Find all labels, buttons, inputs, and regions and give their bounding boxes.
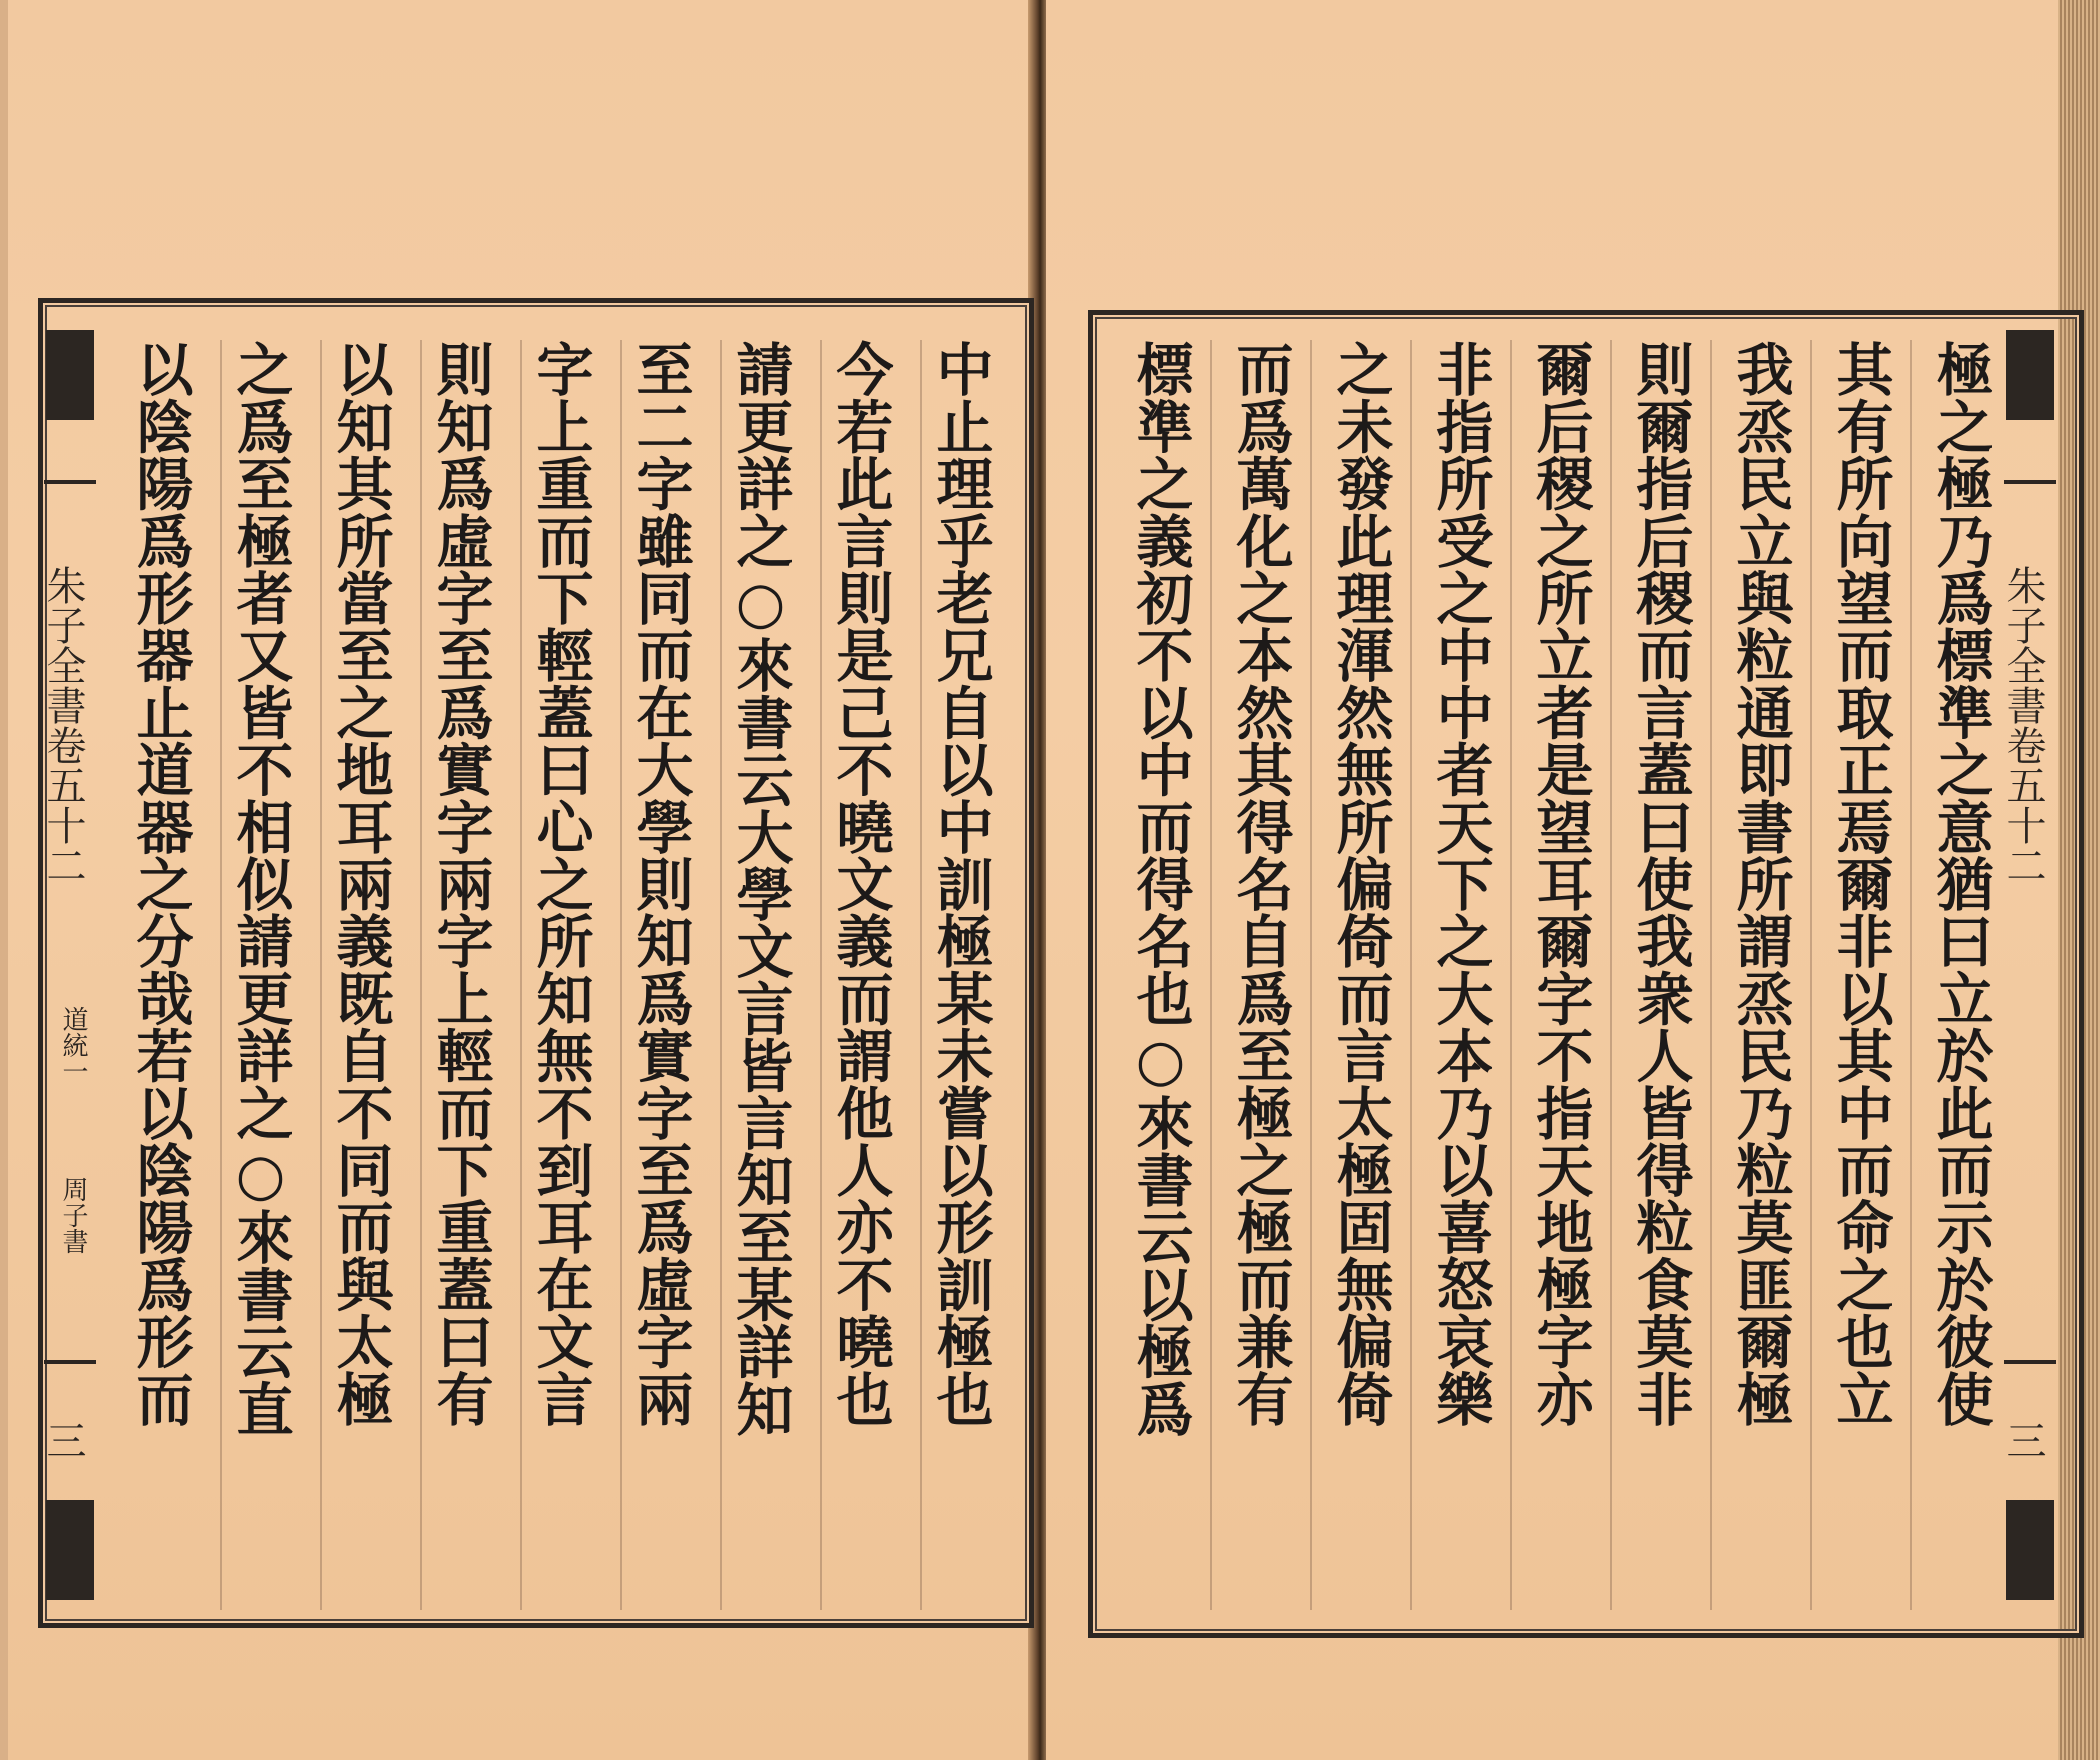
margin-title: 朱子全書卷五十二 [40, 565, 86, 885]
margin-section: 道統一 [58, 1006, 88, 1084]
column-rule [620, 340, 622, 1610]
text-column: 之爲至極者又皆不相似請更詳之○來書云直 [227, 340, 294, 1437]
banxin-black-mouth-lower [46, 1500, 94, 1600]
column-rule [920, 340, 922, 1610]
column-rule [1910, 340, 1912, 1610]
text-column: 極之極乃爲標準之意猶曰立於此而示於彼使 [1927, 340, 1994, 1427]
column-rule [1510, 340, 1512, 1610]
text-column: 以知其所當至之地耳兩義既自不同而與太極 [327, 340, 394, 1427]
margin-title-right: 朱子全書卷五十二 [2000, 565, 2046, 885]
text-column: 之未發此理渾然無所偏倚而言太極固無偏倚 [1327, 340, 1394, 1427]
column-rule [520, 340, 522, 1610]
fish-tail-mark-lower [44, 1360, 96, 1364]
left-text-block [120, 340, 1010, 1610]
left-page-edge [0, 0, 8, 1760]
text-column: 請更詳之○來書云大學文言皆言知至某詳知 [727, 340, 794, 1437]
text-column: 而爲萬化之本然其得名自爲至極之極而兼有 [1227, 340, 1294, 1427]
column-rule [1410, 340, 1412, 1610]
text-column: 今若此言則是己不曉文義而謂他人亦不曉也 [827, 340, 894, 1427]
column-rule [320, 340, 322, 1610]
text-column: 我烝民立與粒通即書所謂烝民乃粒莫匪爾極 [1727, 340, 1794, 1427]
column-rule [1710, 340, 1712, 1610]
banxin-black-mouth [46, 330, 94, 420]
fish-tail-mark [44, 480, 96, 484]
column-rule [220, 340, 222, 1610]
right-page-number: 三 [2000, 1420, 2046, 1460]
text-column: 其有所向望而取正焉爾非以其中而命之也立 [1827, 340, 1894, 1427]
left-page-number: 三 [40, 1420, 86, 1460]
text-column: 爾后稷之所立者是望耳爾字不指天地極字亦 [1527, 340, 1594, 1427]
column-rule [720, 340, 722, 1610]
text-column: 字上重而下輕蓋曰心之所知無不到耳在文言 [527, 340, 594, 1427]
column-rule [1310, 340, 1312, 1610]
column-rule [1210, 340, 1212, 1610]
text-column: 以陰陽爲形器止道器之分哉若以陰陽爲形而 [127, 340, 194, 1427]
right-text-block [1110, 340, 2030, 1610]
text-column: 至二字雖同而在大學則知爲實字至爲虛字兩 [627, 340, 694, 1427]
margin-subsection: 周子書 [58, 1176, 88, 1254]
text-column: 非指所受之中中者天下之大本乃以喜怒哀樂 [1427, 340, 1494, 1427]
text-column: 則知爲虛字至爲實字兩字上輕而下重蓋曰有 [427, 340, 494, 1427]
text-column: 標準之義初不以中而得名也○來書云以極爲 [1127, 340, 1194, 1437]
column-rule [1610, 340, 1612, 1610]
column-rule [820, 340, 822, 1610]
left-banxin [40, 330, 100, 1600]
text-column: 則爾指后稷而言蓋曰使我衆人皆得粒食莫非 [1627, 340, 1694, 1427]
text-column: 中止理乎老兄自以中訓極某未嘗以形訓極也 [927, 340, 994, 1427]
column-rule [420, 340, 422, 1610]
column-rule [1810, 340, 1812, 1610]
